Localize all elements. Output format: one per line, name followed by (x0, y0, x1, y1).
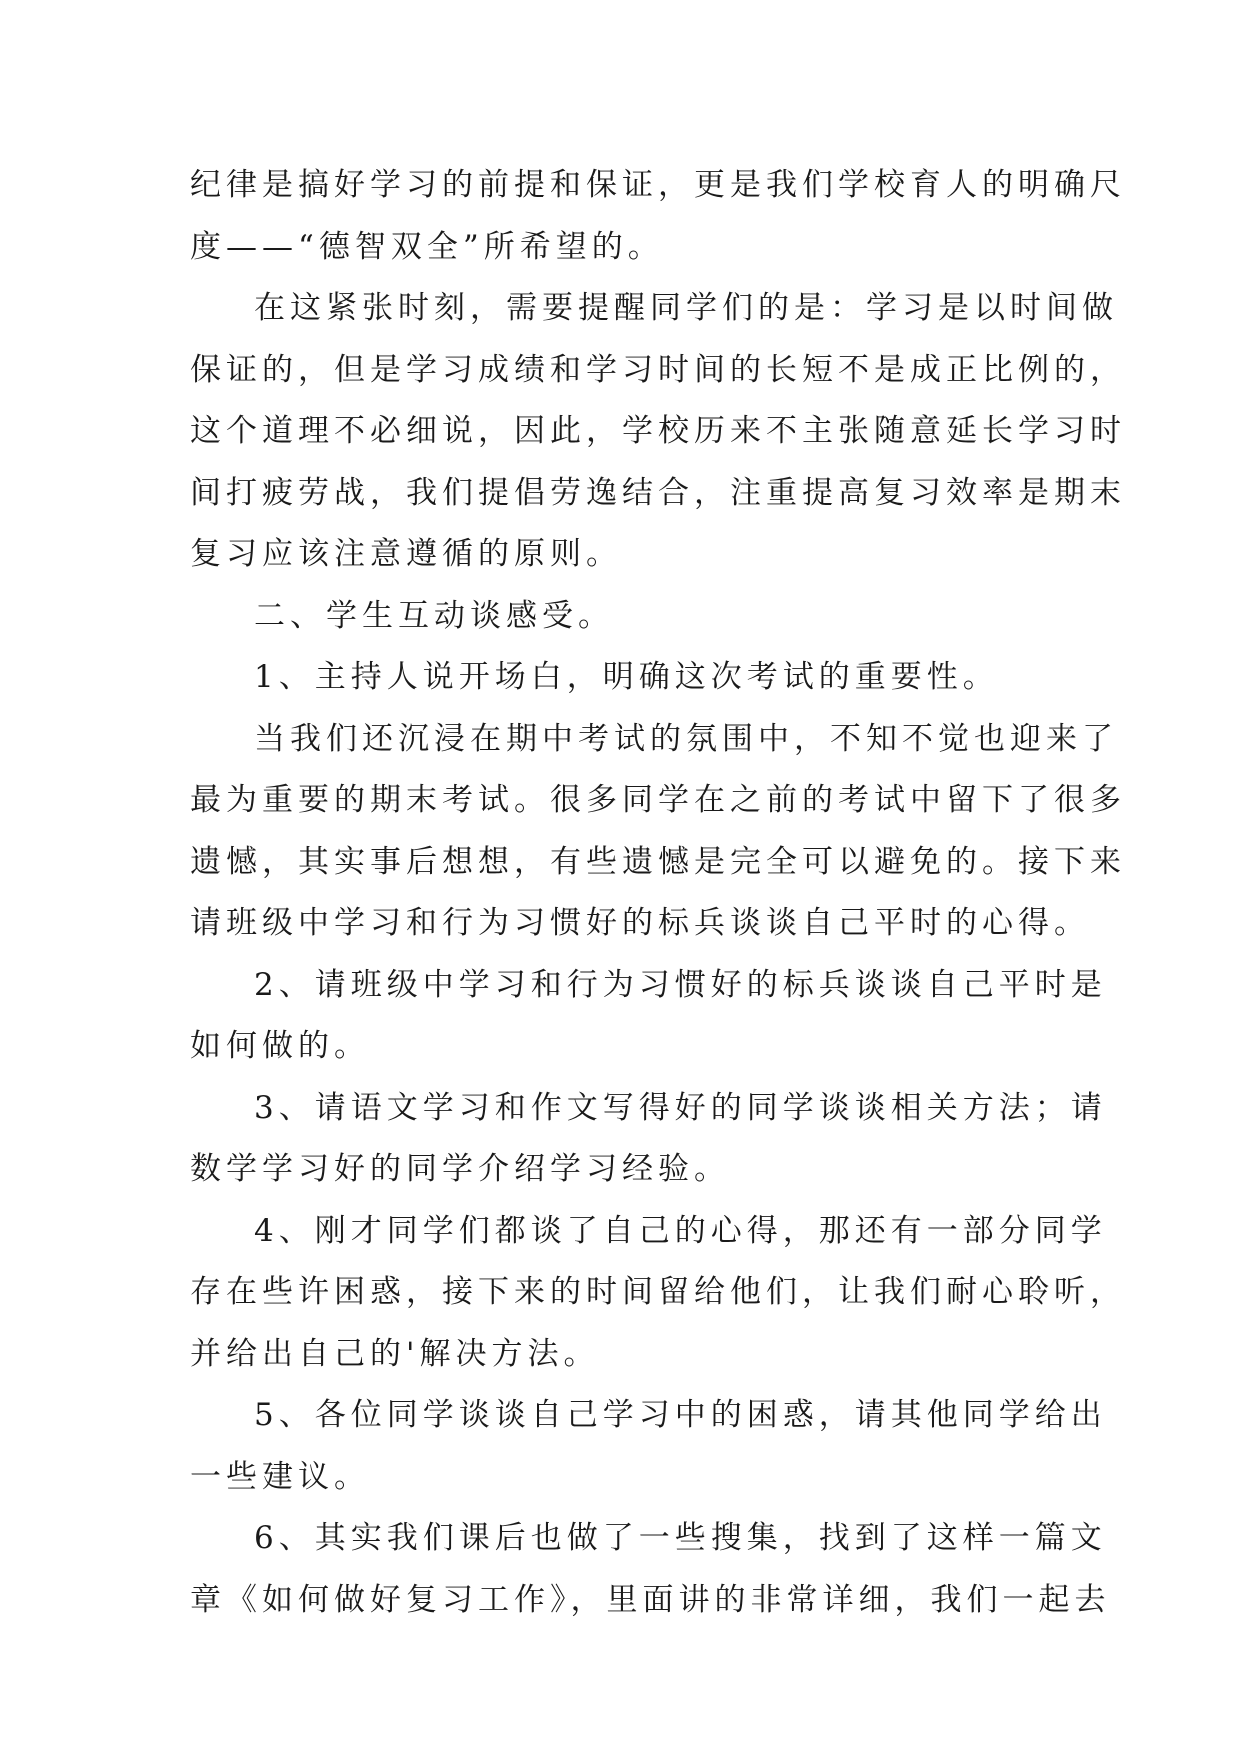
list-item: 2、请班级中学习和行为习惯好的标兵谈谈自己平时是 (254, 966, 1107, 1003)
text-line: 最为重要的期末考试。很多同学在之前的考试中留下了很多 (190, 782, 1126, 818)
list-item: 5、各位同学谈谈自己学习中的困惑，请其他同学给出 (254, 1397, 1107, 1433)
text-line: 保证的，但是学习成绩和学习时间的长短不是成正比例的， (190, 351, 1126, 388)
list-item: 3、请语文学习和作文写得好的同学谈谈相关方法；请 (254, 1089, 1107, 1126)
list-item: 6、其实我们课后也做了一些搜集，找到了这样一篇文 (254, 1520, 1107, 1556)
text-line: 一些建议。 (190, 1458, 370, 1495)
list-item: 4、刚才同学们都谈了自己的心得，那还有一部分同学 (254, 1212, 1107, 1249)
text-line: 间打疲劳战，我们提倡劳逸结合，注重提高复习效率是期末 (190, 474, 1126, 511)
text-line: 存在些许困惑，接下来的时间留给他们，让我们耐心聆听， (190, 1274, 1126, 1310)
text-line: 章《如何做好复习工作》，里面讲的非常详细，我们一起去 (190, 1581, 1111, 1618)
text-line: 纪律是搞好学习的前提和保证，更是我们学校育人的明确尺 (190, 167, 1126, 203)
text-line: 并给出自己的'解决方法。 (190, 1335, 600, 1372)
text-line: 复习应该注意遵循的原则。 (190, 536, 622, 572)
text-line: 如何做的。 (190, 1028, 370, 1064)
text-line: 遗憾，其实事后想想，有些遗憾是完全可以避免的。接下来 (190, 843, 1126, 880)
list-item: 1、主持人说开场白，明确这次考试的重要性。 (254, 659, 999, 695)
text-line: 度——“德智双全”所希望的。 (190, 228, 664, 265)
section-heading: 二、学生互动谈感受。 (254, 597, 614, 634)
text-line: 当我们还沉浸在期中考试的氛围中，不知不觉也迎来了 (254, 720, 1118, 757)
document-page (190, 155, 1126, 1631)
text-line: 请班级中学习和行为习惯好的标兵谈谈自己平时的心得。 (190, 905, 1090, 941)
text-line: 这个道理不必细说，因此，学校历来不主张随意延长学习时 (190, 413, 1126, 449)
text-line: 在这紧张时刻，需要提醒同学们的是：学习是以时间做 (254, 290, 1118, 326)
text-line: 数学学习好的同学介绍学习经验。 (190, 1151, 730, 1187)
